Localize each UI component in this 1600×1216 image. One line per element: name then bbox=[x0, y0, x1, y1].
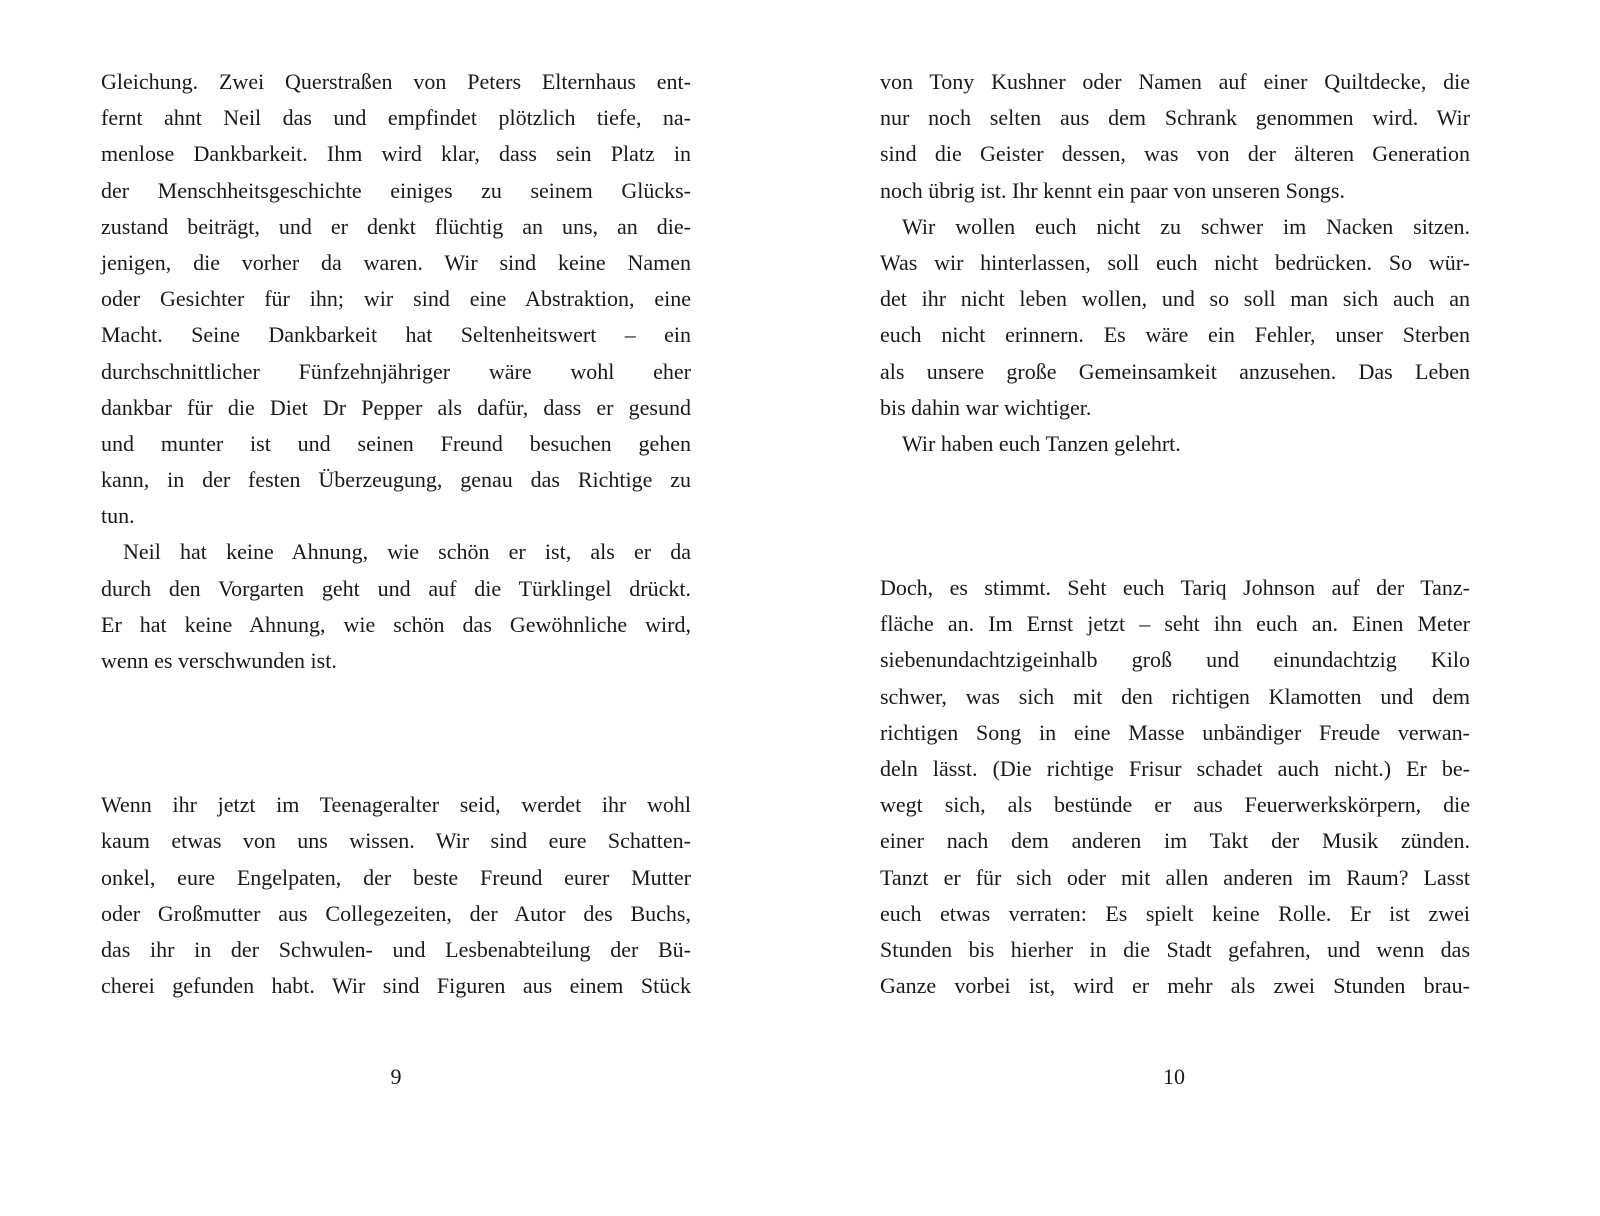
text-line: euch etwas verraten: Es spielt keine Rolle. Er ist zwei bbox=[880, 900, 1470, 926]
page-number: 10 bbox=[1163, 1064, 1185, 1089]
paragraph bbox=[101, 64, 691, 534]
text-line: der Menschheitsgeschichte einiges zu seinem Glücks- bbox=[101, 177, 691, 203]
text-line: menlose Dankbarkeit. Ihm wird klar, dass sein Platz in bbox=[101, 141, 691, 167]
text-line: Er hat keine Ahnung, wie schön das Gewöhnliche wird, bbox=[101, 611, 691, 637]
text-line: wegt sich, als bestünde er aus Feuerwerkskörpern, die bbox=[880, 792, 1470, 818]
text-line: jenigen, die vorher da waren. Wir sind keine Namen bbox=[101, 249, 691, 275]
page-number: 9 bbox=[390, 1064, 402, 1089]
text-line: siebenundachtzigeinhalb groß und einundachtzig Kilo bbox=[880, 647, 1470, 673]
text-line: det ihr nicht leben wollen, und so soll man sich auch an bbox=[880, 286, 1470, 312]
paragraph bbox=[880, 426, 1470, 462]
text-line: tun. bbox=[101, 503, 135, 529]
text-line: oder Großmutter aus Collegezeiten, der Autor des Buchs, bbox=[101, 900, 691, 926]
text-line: Wir haben euch Tanzen gelehrt. bbox=[902, 430, 1181, 456]
text-line: bis dahin war wichtiger. bbox=[880, 394, 1092, 420]
text-line: Wenn ihr jetzt im Teenageralter seid, werdet ihr wohl bbox=[101, 792, 691, 818]
text-line: Doch, es stimmt. Seht euch Tariq Johnson auf der Tanz- bbox=[880, 575, 1470, 601]
text-line: oder Gesichter für ihn; wir sind eine Abstraktion, eine bbox=[101, 286, 691, 312]
text-line: Ganze vorbei ist, wird er mehr als zwei Stunden brau- bbox=[880, 973, 1470, 999]
text-line: von Tony Kushner oder Namen auf einer Quiltdecke, die bbox=[880, 69, 1470, 94]
text-line: das ihr in der Schwulen- und Lesbenabteilung der Bü- bbox=[101, 936, 691, 962]
text-line: Macht. Seine Dankbarkeit hat Seltenheitswert – ein bbox=[101, 322, 691, 348]
text-line: fernt ahnt Neil das und empfindet plötzlich tiefe, na- bbox=[101, 105, 691, 131]
paragraph bbox=[880, 570, 1470, 1004]
paragraph bbox=[101, 787, 691, 1004]
text-line: durch den Vorgarten geht und auf die Türklingel drückt. bbox=[101, 575, 691, 601]
text-line: Tanzt er für sich oder mit allen anderen im Raum? Lasst bbox=[880, 864, 1470, 890]
text-line: cherei gefunden habt. Wir sind Figuren aus einem Stück bbox=[101, 973, 691, 999]
left-page bbox=[101, 64, 691, 1004]
text-line: euch nicht erinnern. Es wäre ein Fehler, unser Sterben bbox=[880, 322, 1470, 348]
text-line: deln lässt. (Die richtige Frisur schadet auch nicht.) Er be- bbox=[880, 756, 1470, 781]
text-line: fläche an. Im Ernst jetzt – seht ihn euch an. Einen Meter bbox=[880, 611, 1470, 637]
text-line: Was wir hinterlassen, soll euch nicht bedrücken. So wür- bbox=[880, 249, 1470, 275]
text-line: sind die Geister dessen, was von der älteren Generation bbox=[880, 141, 1470, 167]
text-line: dankbar für die Diet Dr Pepper als dafür, dass er gesund bbox=[101, 394, 691, 420]
text-line: schwer, was sich mit den richtigen Klamotten und dem bbox=[880, 683, 1470, 709]
text-line: nur noch selten aus dem Schrank genommen wird. Wir bbox=[880, 105, 1470, 131]
text-line: noch übrig ist. Ihr kennt ein paar von unseren Songs. bbox=[880, 177, 1345, 203]
text-line: durchschnittlicher Fünfzehnjähriger wäre wohl eher bbox=[101, 358, 691, 384]
section-break bbox=[101, 679, 691, 787]
text-line: kaum etwas von uns wissen. Wir sind eure Schatten- bbox=[101, 828, 691, 854]
text-line: und munter ist und seinen Freund besuchen gehen bbox=[101, 430, 691, 456]
right-page bbox=[880, 64, 1470, 1004]
text-line: Neil hat keine Ahnung, wie schön er ist, als er da bbox=[123, 539, 691, 565]
section-break bbox=[880, 462, 1470, 570]
paragraph bbox=[880, 209, 1470, 426]
text-line: Wir wollen euch nicht zu schwer im Nacken sitzen. bbox=[902, 213, 1470, 239]
paragraph bbox=[101, 534, 691, 679]
text-line: als unsere große Gemeinsamkeit anzusehen. Das Leben bbox=[880, 358, 1470, 384]
text-line: Stunden bis hierher in die Stadt gefahren, und wenn das bbox=[880, 936, 1470, 962]
text-line: richtigen Song in eine Masse unbändiger Freude verwan- bbox=[880, 719, 1470, 745]
paragraph bbox=[880, 64, 1470, 209]
text-line: zustand beiträgt, und er denkt flüchtig an uns, an die- bbox=[101, 213, 691, 239]
text-line: kann, in der festen Überzeugung, genau das Richtige zu bbox=[101, 467, 691, 493]
text-line: einer nach dem anderen im Takt der Musik zünden. bbox=[880, 828, 1470, 854]
text-line: onkel, eure Engelpaten, der beste Freund eurer Mutter bbox=[101, 864, 691, 890]
text-line: Gleichung. Zwei Querstraßen von Peters Elternhaus ent- bbox=[101, 69, 691, 94]
text-line: wenn es verschwunden ist. bbox=[101, 648, 337, 673]
